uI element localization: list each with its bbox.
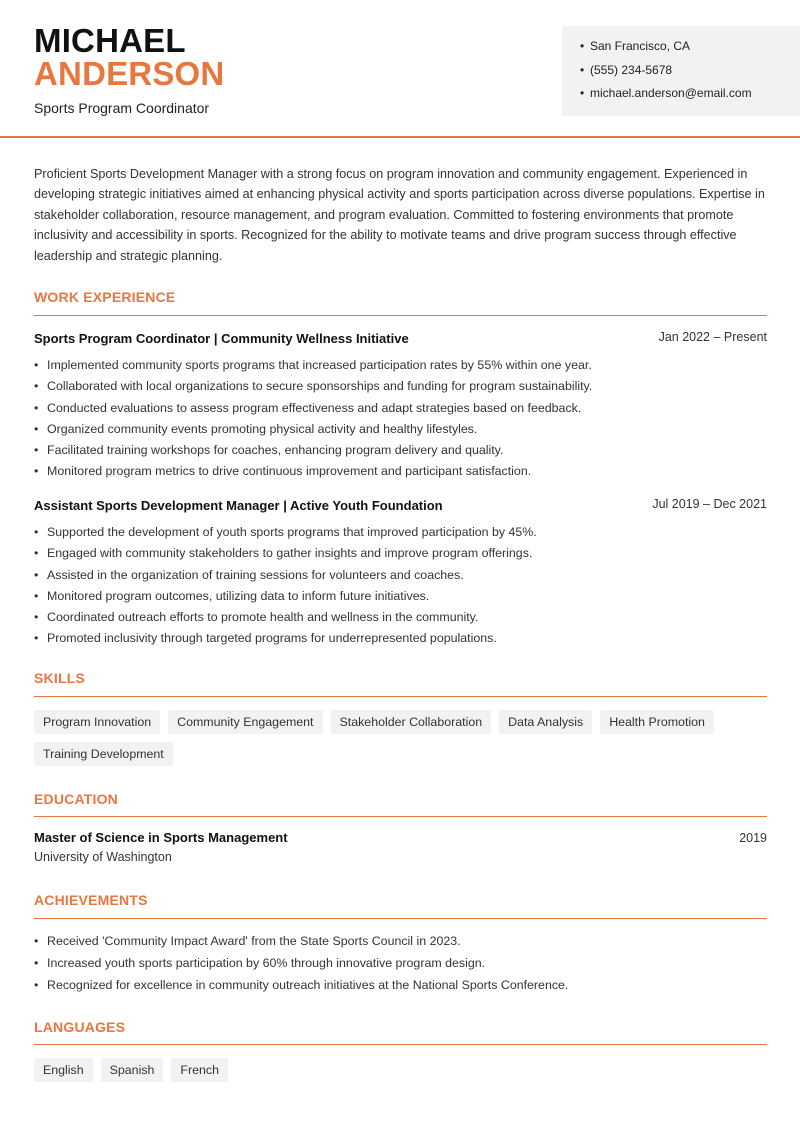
section-title-achievements: ACHIEVEMENTS	[34, 892, 148, 908]
section-title-education: EDUCATION	[34, 791, 118, 807]
section-title-skills: SKILLS	[34, 670, 85, 686]
list-item: • Facilitated training workshops for coaches, enhancing program delivery and quality.	[34, 441, 767, 462]
skills-tags	[34, 710, 767, 766]
job-bullets	[34, 356, 767, 484]
contact-location: • San Francisco, CA	[580, 39, 691, 53]
education-school: University of Washington	[34, 850, 172, 864]
language-tags	[34, 1058, 767, 1082]
skill-tag: Community Engagement	[168, 710, 322, 734]
section-title-languages: LANGUAGES	[34, 1019, 126, 1035]
section-divider	[34, 1044, 767, 1045]
job-dates: Jul 2019 – Dec 2021	[652, 497, 767, 511]
list-item: • Implemented community sports programs that increased participation rates by 55% within one year.	[34, 356, 767, 377]
list-item: • Recognized for excellence in community outreach initiatives at the National Sports Conference.	[34, 976, 767, 998]
section-divider	[34, 918, 767, 919]
list-item: • Conducted evaluations to assess program effectiveness and adapt strategies based on feedback.	[34, 399, 767, 420]
job-entry	[34, 497, 767, 651]
bullet-icon: •	[580, 39, 585, 53]
list-item: • Increased youth sports participation by 60% through innovative program design.	[34, 954, 767, 976]
list-item: • Collaborated with local organizations to secure sponsorships and funding for program sustainability.	[34, 377, 767, 398]
last-name: ANDERSON	[34, 55, 225, 92]
section-divider	[34, 696, 767, 697]
education-entry	[34, 830, 767, 864]
contact-phone: • (555) 234-5678	[580, 62, 673, 77]
list-item: • Monitored program metrics to drive continuous improvement and participant satisfaction.	[34, 462, 767, 483]
bullet-icon: •	[580, 62, 585, 77]
list-item: • Monitored program outcomes, utilizing data to inform future initiatives.	[34, 587, 767, 608]
section-divider	[34, 816, 767, 817]
achievement-bullets	[34, 932, 767, 998]
language-tag: Spanish	[101, 1058, 164, 1082]
contact-box	[562, 26, 800, 116]
education-degree: Master of Science in Sports Management	[34, 830, 288, 845]
job-role: Assistant Sports Development Manager | Active Youth Foundation	[34, 498, 443, 513]
education-year: 2019	[739, 831, 767, 845]
list-item: • Coordinated outreach efforts to promote health and wellness in the community.	[34, 608, 767, 629]
list-item: • Promoted inclusivity through targeted programs for underrepresented populations.	[34, 629, 767, 650]
language-tag: English	[34, 1058, 93, 1082]
job-bullets	[34, 523, 767, 651]
first-name: MICHAEL	[34, 22, 186, 59]
job-entry	[34, 330, 767, 484]
list-item: • Assisted in the organization of training sessions for volunteers and coaches.	[34, 566, 767, 587]
list-item: • Organized community events promoting physical activity and healthy lifestyles.	[34, 420, 767, 441]
list-item: • Received 'Community Impact Award' from the State Sports Council in 2023.	[34, 932, 767, 954]
achievements-list	[34, 932, 767, 998]
skill-tag: Health Promotion	[600, 710, 714, 734]
section-title-work: WORK EXPERIENCE	[34, 289, 176, 305]
skill-tag: Program Innovation	[34, 710, 160, 734]
job-header	[34, 497, 767, 523]
list-item: • Supported the development of youth sports programs that improved participation by 45%.	[34, 523, 767, 544]
resume-header	[0, 0, 800, 138]
language-tag: French	[171, 1058, 228, 1082]
contact-email: • michael.anderson@email.com	[580, 86, 752, 100]
job-title: Sports Program Coordinator	[34, 100, 210, 116]
bullet-icon: •	[580, 86, 585, 100]
list-item: • Engaged with community stakeholders to gather insights and improve program offerings.	[34, 544, 767, 565]
skill-tag: Training Development	[34, 742, 173, 766]
professional-summary: Proficient Sports Development Manager with a strong focus on program innovation and community engagement. Experienced in developing strategic initiatives aimed at enhancing physical activity and sports participation across diverse populations. Expertise in stakeholder collaboration, resource management, and program evaluation. Committed to fostering environments that promote inclusivity and accessibility in sports. Recognized for the ability to motivate teams and drive program success through effective leadership and strategic planning.	[34, 167, 765, 263]
job-header	[34, 330, 767, 356]
job-role: Sports Program Coordinator | Community Wellness Initiative	[34, 331, 409, 346]
skill-tag: Data Analysis	[499, 710, 592, 734]
skill-tag: Stakeholder Collaboration	[331, 710, 492, 734]
job-dates: Jan 2022 – Present	[658, 330, 767, 344]
section-divider	[34, 315, 767, 316]
